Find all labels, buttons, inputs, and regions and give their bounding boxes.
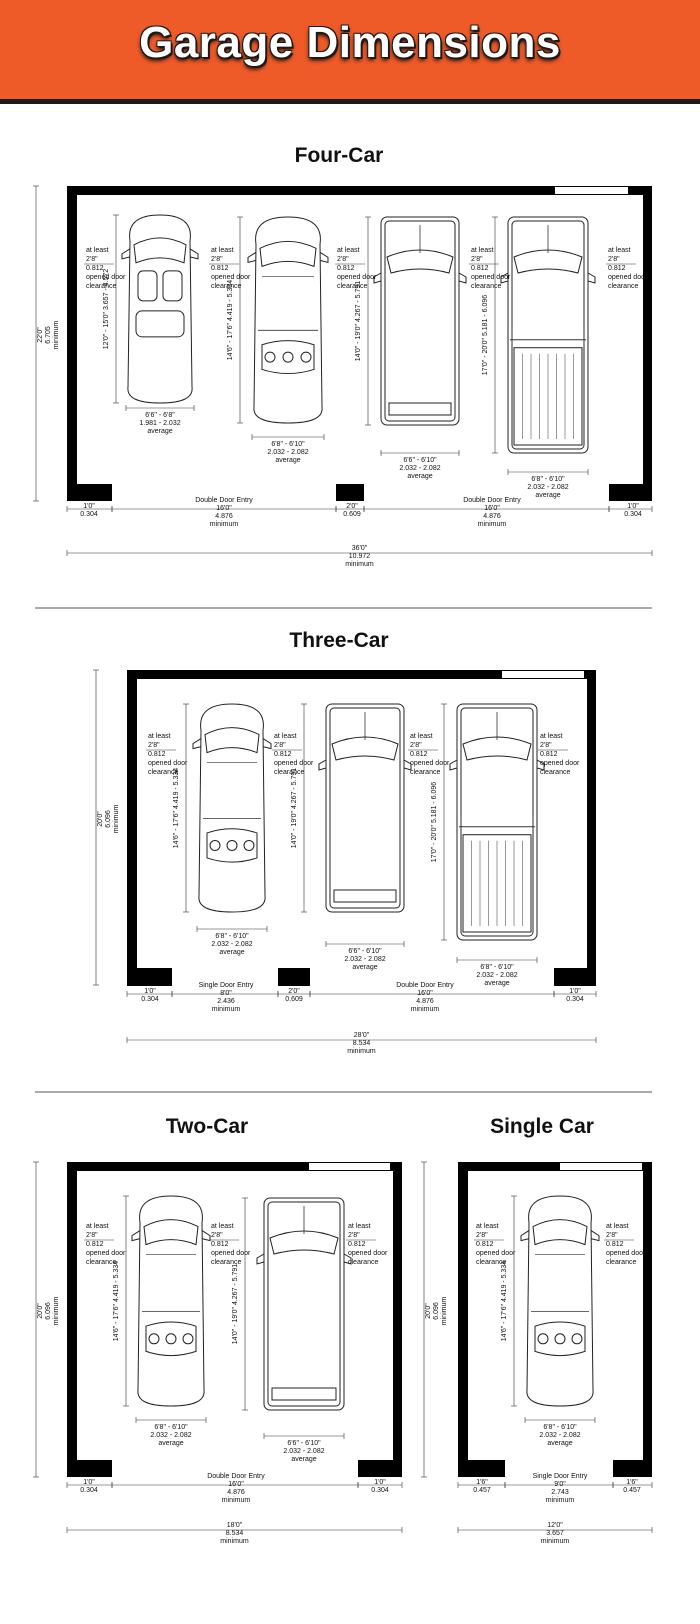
vehicle-width-label: 2.032 - 2.082 [283,1448,325,1455]
door-clearance-text: opened door [608,274,648,281]
door-clearance-text: opened door [86,1250,126,1257]
bottom-dimension-label: 0.304 [371,1487,389,1494]
door-clearance-text: opened door [274,760,314,767]
vehicle-width-label: 1.981 - 2.032 [139,420,181,427]
section-title: Single Car [490,1115,594,1138]
wall-left [67,186,77,501]
door-clearance-text: opened door [540,760,580,767]
vehicle-width-label: 6'8" - 6'10" [154,1424,188,1431]
vehicle-width-label: 2.032 - 2.082 [539,1432,581,1439]
door-clearance-text: 0.812 [86,265,104,272]
door-clearance-text: opened door [86,274,126,281]
door-clearance-text: 0.812 [274,751,292,758]
bottom-dimension-label: 1'6" [476,1479,488,1486]
door-clearance-text: 0.812 [211,265,229,272]
vehicle-length-label: 14'0" - 19'0" 4.267 - 5.791 [291,767,298,849]
wall-pillar [336,484,364,501]
door-clearance-text: 0.812 [608,265,626,272]
bottom-dimension-label: 1'0" [144,988,156,995]
depth-label: minimum [113,804,120,834]
door-clearance-text: at least [274,733,297,740]
bottom-dimension-label: 9'0" [554,1481,566,1488]
wall-pillar [613,1460,652,1477]
bottom-dimension-label: minimum [211,1006,241,1013]
door-clearance-text: 0.812 [471,265,489,272]
vehicle-width-label: 6'8" - 6'10" [543,1424,577,1431]
vehicle-width-label: average [484,980,510,987]
door-clearance-note [474,1223,516,1266]
door-clearance-text: 2'8" [476,1232,488,1239]
wall-pillar [67,1460,112,1477]
bottom-dimension-label: 1'0" [83,1479,95,1486]
bottom-dimension-label: Single Door Entry [532,1473,588,1480]
bottom-dimension-label: 4.876 [215,513,233,520]
door-clearance-text: at least [337,247,360,254]
vehicle-width-label: 6'8" - 6'10" [531,476,565,483]
door-clearance-text: at least [148,733,171,740]
door-clearance-text: clearance [476,1259,507,1266]
vehicle-convertible [103,215,198,435]
door-clearance-text: opened door [337,274,377,281]
vehicle-length-label: 14'6" - 17'6" 4.419 - 5.334 [173,767,180,849]
total-width-label: 28'0" [353,1032,370,1039]
door-clearance-text: clearance [608,283,639,290]
depth-label: minimum [441,1296,448,1326]
door-clearance-text: opened door [211,1250,251,1257]
bottom-dimension-label: 0.304 [80,511,98,518]
bottom-dimension-label: 1'0" [83,503,95,510]
side-door [560,1163,642,1170]
bottom-dimension-label: 0.609 [285,996,303,1003]
bottom-dimension-label: 8'0" [220,990,232,997]
bottom-dimension-label: Single Door Entry [198,982,254,989]
door-clearance-text: at least [86,1223,109,1230]
door-clearance-text: opened door [211,274,251,281]
bottom-dimension-label: minimum [477,521,507,528]
door-clearance-text: at least [211,1223,234,1230]
depth-label: 6.096 [105,810,112,828]
bottom-dimension-label: minimum [209,521,239,528]
door-clearance-text: clearance [471,283,502,290]
single-car-plan [421,1115,652,1545]
vehicle-width-label: average [547,1440,573,1447]
vehicle-width-label: 6'6" - 6'8" [145,412,175,419]
door-clearance-text: 2'8" [211,256,223,263]
door-clearance-text: opened door [606,1250,646,1257]
vehicle-truck [431,704,544,987]
door-clearance-text: 2'8" [471,256,483,263]
bottom-dimension-label: 16'0" [228,1481,244,1488]
bottom-dimension-label: 0.304 [566,996,584,1003]
door-clearance-note [604,1223,646,1266]
bottom-dimension-label: minimum [410,1006,440,1013]
depth-label: 20'0" [425,1303,432,1319]
wall-right [393,1162,402,1477]
bottom-dimension-label: 1'0" [569,988,581,995]
bottom-dimension-label: Double Door Entry [463,497,521,504]
total-width-label: 3.657 [546,1530,564,1537]
vehicle-width-label: 6'6" - 6'10" [403,457,437,464]
vehicle-width-label: average [219,949,245,956]
door-clearance-text: clearance [348,1259,379,1266]
vehicle-sedan [227,217,328,464]
door-clearance-note [538,733,580,776]
door-clearance-text: 0.812 [86,1241,104,1248]
door-clearance-text: 2'8" [86,256,98,263]
side-door [555,187,628,194]
total-width-label: 18'0" [226,1522,243,1529]
vehicle-truck [482,217,595,499]
total-width-label: 8.534 [352,1040,371,1047]
vehicle-width-label: 2.032 - 2.082 [211,941,253,948]
door-clearance-text: opened door [471,274,511,281]
door-clearance-note [346,1223,388,1266]
bottom-dimension-label: 1'0" [627,503,639,510]
door-clearance-text: 0.812 [211,1241,229,1248]
door-clearance-note [606,247,648,290]
bottom-dimension-label: 0.304 [624,511,642,518]
vehicle-width-label: average [352,964,378,971]
side-door [309,1163,390,1170]
depth-label: 6.096 [45,1302,52,1320]
total-width-label: 36'0" [351,545,368,552]
wall-left [127,670,137,985]
vehicle-length-label: 14'0" - 19'0" 4.267 - 5.791 [232,1263,239,1345]
four-car-plan [33,144,652,568]
vehicle-van [291,704,411,971]
bottom-dimension-label: 16'0" [417,990,433,997]
door-clearance-note [469,247,511,290]
bottom-dimension-label: 16'0" [216,505,232,512]
bottom-dimension-label: 16'0" [484,505,500,512]
door-clearance-text: 2'8" [337,256,349,263]
section-title: Two-Car [165,1115,249,1138]
wall-left [67,1162,77,1477]
door-clearance-text: 0.812 [148,751,166,758]
total-width-label: 8.534 [225,1530,244,1537]
three-car-plan [93,629,596,1055]
door-clearance-text: at least [211,247,234,254]
vehicle-width-label: average [275,457,301,464]
depth-label: 6.096 [433,1302,440,1320]
bottom-dimension-label: 0.457 [623,1487,641,1494]
vehicle-width-label: 6'8" - 6'10" [480,964,514,971]
wall-pillar [458,1460,505,1477]
door-clearance-text: clearance [410,769,441,776]
door-clearance-note [209,1223,251,1266]
bottom-dimension-label: 1'6" [626,1479,638,1486]
vehicle-van [232,1198,351,1463]
vehicle-length-label: 14'6" - 17'6" 4.419 - 5.334 [501,1260,508,1342]
door-clearance-text: 2'8" [608,256,620,263]
door-clearance-text: 0.812 [476,1241,494,1248]
bottom-dimension-label: 0.457 [473,1487,491,1494]
door-clearance-text: clearance [86,1259,117,1266]
depth-label: 6.705 [45,326,52,344]
bottom-dimension-label: Double Door Entry [396,982,454,989]
vehicle-width-label: average [147,428,173,435]
bottom-dimension-label: 4.876 [416,998,434,1005]
door-clearance-text: at least [608,247,631,254]
total-width-label: minimum [220,1538,249,1545]
bottom-dimension-label: 2.743 [551,1489,569,1496]
wall-left [458,1162,468,1477]
door-clearance-text: at least [86,247,109,254]
two-car-plan [33,1115,402,1545]
door-clearance-text: at least [471,247,494,254]
door-clearance-note [209,247,251,290]
vehicle-length-label: 14'6" - 17'6" 4.419 - 5.334 [227,279,234,361]
door-clearance-note [272,733,314,776]
door-clearance-text: 2'8" [348,1232,360,1239]
wall-pillar [358,1460,402,1477]
door-clearance-text: 0.812 [348,1241,366,1248]
vehicle-sedan [173,704,271,956]
depth-label: minimum [53,320,60,350]
vehicle-width-label: average [407,473,433,480]
total-width-label: 12'0" [547,1522,563,1529]
vehicle-width-label: average [158,1440,184,1447]
vehicle-length-label: 14'6" - 17'6" 4.419 - 5.334 [113,1260,120,1342]
door-clearance-text: 0.812 [337,265,355,272]
depth-label: minimum [53,1296,60,1326]
door-clearance-text: at least [410,733,433,740]
door-clearance-note [335,247,377,290]
bottom-dimension-label: 2.436 [217,998,235,1005]
wall-pillar [609,484,652,501]
door-clearance-note [408,733,450,776]
section-title: Four-Car [294,144,384,167]
total-width-label: minimum [345,561,374,568]
door-clearance-note [146,733,188,776]
vehicle-width-label: 6'6" - 6'10" [348,948,382,955]
door-clearance-text: clearance [606,1259,637,1266]
vehicle-sedan [501,1196,599,1447]
door-clearance-text: clearance [540,769,571,776]
total-width-label: 10.972 [348,553,371,560]
wall-right [643,186,652,501]
door-clearance-text: at least [606,1223,629,1230]
door-clearance-text: 2'8" [86,1232,98,1239]
page-title: Garage Dimensions [139,18,561,67]
bottom-dimension-label: 4.876 [227,1489,245,1496]
section-title: Three-Car [289,629,389,652]
wall-right [587,670,596,985]
wall-pillar [67,484,112,501]
vehicle-width-label: 6'8" - 6'10" [215,933,249,940]
door-clearance-text: 2'8" [274,742,286,749]
vehicle-width-label: 2.032 - 2.082 [267,449,309,456]
bottom-dimension-label: 2'0" [288,988,300,995]
bottom-dimension-label: Double Door Entry [195,497,253,504]
door-clearance-text: 2'8" [410,742,422,749]
wall-right [643,1162,652,1477]
door-clearance-note [84,247,126,290]
bottom-dimension-label: 0.304 [80,1487,98,1494]
vehicle-length-label: 17'0" - 20'0" 5.181 - 6.096 [482,294,489,376]
total-width-label: minimum [347,1048,376,1055]
vehicle-length-label: 14'0" - 19'0" 4.267 - 5.791 [355,280,362,362]
door-clearance-text: clearance [211,1259,242,1266]
door-clearance-text: clearance [211,283,242,290]
vehicle-width-label: 6'6" - 6'10" [287,1440,321,1447]
side-door [502,671,584,678]
vehicle-width-label: 2.032 - 2.082 [150,1432,192,1439]
door-clearance-note [84,1223,126,1266]
door-clearance-text: clearance [274,769,305,776]
depth-label: 20'0" [37,1303,44,1319]
door-clearance-text: 0.812 [410,751,428,758]
bottom-dimension-label: 4.876 [483,513,501,520]
door-clearance-text: 2'8" [540,742,552,749]
total-width-label: minimum [540,1538,570,1545]
door-clearance-text: clearance [148,769,179,776]
door-clearance-text: at least [348,1223,371,1230]
bottom-dimension-label: 2'0" [346,503,358,510]
door-clearance-text: opened door [148,760,188,767]
door-clearance-text: 2'8" [148,742,160,749]
vehicle-width-label: average [291,1456,317,1463]
vehicle-length-label: 17'0" - 20'0" 5.181 - 6.096 [431,781,438,863]
door-clearance-text: clearance [337,283,368,290]
door-clearance-text: opened door [476,1250,516,1257]
door-clearance-text: 2'8" [211,1232,223,1239]
depth-label: 20'0" [97,811,104,827]
bottom-dimension-label: minimum [221,1497,251,1504]
vehicle-sedan [113,1196,210,1447]
bottom-dimension-label: Double Door Entry [207,1473,265,1480]
bottom-dimension-label: 0.609 [343,511,361,518]
vehicle-width-label: 2.032 - 2.082 [399,465,441,472]
bottom-dimension-label: 0.304 [141,996,159,1003]
vehicle-width-label: 2.032 - 2.082 [476,972,518,979]
wall-pillar [278,968,310,986]
door-clearance-text: at least [476,1223,499,1230]
vehicle-width-label: 6'8" - 6'10" [271,441,305,448]
vehicle-length-label: 12'0" - 15'0" 3.657 - 4.572 [103,268,110,350]
door-clearance-text: 0.812 [540,751,558,758]
bottom-dimension-label: minimum [545,1497,575,1504]
bottom-dimension-label: 1'0" [374,1479,386,1486]
door-clearance-text: at least [540,733,563,740]
door-clearance-text: opened door [348,1250,388,1257]
vehicle-width-label: 2.032 - 2.082 [344,956,386,963]
vehicle-width-label: 2.032 - 2.082 [527,484,569,491]
vehicle-van [355,217,466,480]
depth-label: 22'0" [37,327,44,343]
door-clearance-text: clearance [86,283,117,290]
door-clearance-text: opened door [410,760,450,767]
vehicle-width-label: average [535,492,561,499]
door-clearance-text: 0.812 [606,1241,624,1248]
wall-pillar [127,968,172,986]
door-clearance-text: 2'8" [606,1232,618,1239]
wall-pillar [554,968,596,986]
